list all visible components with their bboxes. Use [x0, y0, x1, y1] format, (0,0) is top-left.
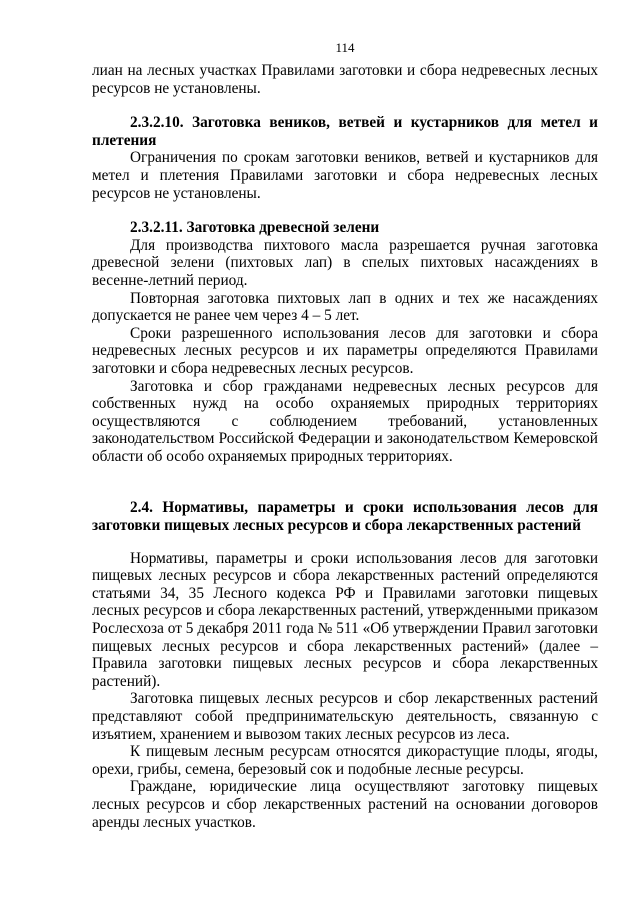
paragraph: К пищевым лесным ресурсам относятся дикорастущие плоды, ягоды, орехи, грибы, семена, березовый сок и подобные лесные ресурсы.	[92, 743, 598, 778]
document-page	[92, 0, 598, 905]
spacer	[92, 465, 598, 499]
section-heading: 2.4. Нормативы, параметры и сроки использования лесов для заготовки пищевых лесных ресурсов и сбора лекарственных растений	[92, 499, 598, 535]
page-number: 114	[335, 40, 355, 55]
paragraph: Для производства пихтового масла разрешается ручная заготовка древесной зелени (пихтовых лап) в спелых пихтовых насаждениях в весенне-летний период.	[92, 236, 598, 289]
document-body	[92, 62, 598, 831]
paragraph: Нормативы, параметры и сроки использования лесов для заготовки пищевых лесных ресурсов и сбора лекарственных растений определяются статьями 34, 35 Лесного кодекса РФ и Правилами заготовки пищевых лесных ресурсов и сбора лекарственных растений, утвержденными приказом Рослесхоза от 5 декабря 2011 года № 511 «Об утверждении Правил заготовки пищевых лесных ресурсов и сбора лекарственных растений» (далее – Правила заготовки пищевых лесных ресурсов и сбора лекарственных растений).	[92, 549, 598, 690]
spacer	[92, 202, 598, 219]
section-heading: 2.3.2.11. Заготовка древесной зелени	[130, 219, 380, 237]
paragraph: лиан на лесных участках Правилами заготовки и сбора недревесных лесных ресурсов не установлены.	[92, 62, 598, 97]
paragraph: Сроки разрешенного использования лесов для заготовки и сбора недревесных лесных ресурсов и их параметры определяются Правилами заготовки и сбора недревесных лесных ресурсов.	[92, 324, 598, 377]
section-heading: 2.3.2.10. Заготовка веников, ветвей и кустарников для метел и плетения	[92, 114, 598, 149]
paragraph: Ограничения по срокам заготовки веников, ветвей и кустарников для метел и плетения Правилами заготовки и сбора недревесных лесных ресурсов не установлены.	[92, 149, 598, 202]
paragraph: Повторная заготовка пихтовых лап в одних и тех же насаждениях допускается не ранее чем через 4 – 5 лет.	[92, 289, 598, 325]
spacer	[92, 535, 598, 550]
paragraph: Граждане, юридические лица осуществляют заготовку пищевых лесных ресурсов и сбор лекарственных растений на основании договоров аренды лесных участков.	[92, 778, 598, 831]
paragraph: Заготовка и сбор гражданами недревесных лесных ресурсов для собственных нужд на особо охраняемых природных территориях осуществляются с соблюдением требований, установленных законодательством Российской Федерации и законодательством Кемеровской области об особо охраняемых природных территориях.	[92, 377, 598, 465]
paragraph: Заготовка пищевых лесных ресурсов и сбор лекарственных растений представляют собой предпринимательскую деятельность, связанную с изъятием, хранением и вывозом таких лесных ресурсов из леса.	[92, 690, 598, 743]
spacer	[92, 97, 598, 114]
